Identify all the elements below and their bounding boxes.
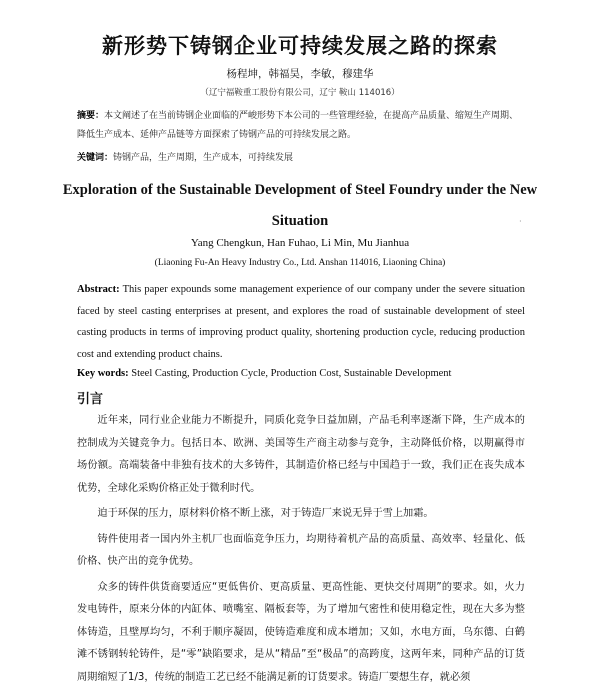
- affiliation-zh: （辽宁福鞍重工股份有限公司，辽宁 鞍山 114016）: [200, 88, 400, 98]
- keywords-zh-text: 铸钢产品，生产周期，生产成本，可持续发展: [113, 153, 294, 163]
- body-text: [77, 410, 525, 689]
- keywords-en-text: Steel Casting, Production Cycle, Production Cost, Sustainable Development: [131, 368, 452, 379]
- keywords-zh: [77, 150, 293, 163]
- stray-mark: ·: [519, 217, 522, 226]
- abstract-zh-text: 本文阐述了在当前铸钢企业面临的严峻形势下本公司的一些管理经验，在提高产品质量、缩短生产周期、降低生产成本、延伸产品链等方面探索了铸钢产品的可持续发展之路。: [77, 111, 519, 140]
- abstract-en: [77, 279, 525, 365]
- body-paragraph: 铸件使用者一国内外主机厂也面临竞争压力，均期待着机产品的高质量、高效率、轻量化、低价格、快产出的竞争优势。: [77, 533, 525, 567]
- authors-zh: 杨程坤，韩福昊，李敏，穆建华: [226, 68, 374, 80]
- affiliation-en: (Liaoning Fu-An Heavy Industry Co., Ltd. Anshan 114016, Liaoning China): [154, 258, 446, 268]
- abstract-zh: [77, 107, 527, 145]
- body-paragraph: 迫于环保的压力，原材料价格不断上涨，对于铸造厂来说无异于雪上加霜。: [97, 508, 434, 519]
- title-zh: 新形势下铸钢企业可持续发展之路的探索: [102, 34, 498, 58]
- abstract-en-label: Abstract:: [77, 284, 120, 295]
- keywords-en-label: Key words:: [77, 368, 129, 379]
- abstract-en-text: This paper expounds some management experience of our company under the severe situation faced by steel casting enterprises at present, and explores the road of sustainable development of steel casting products in terms of improving product quality, shortening production cycle, reducing production cost and extending product chains.: [77, 284, 526, 360]
- section-title-intro: 引言: [77, 392, 104, 407]
- authors-en: Yang Chengkun, Han Fuhao, Li Min, Mu Jianhua: [190, 237, 410, 249]
- title-en: Exploration of the Sustainable Development of Steel Foundry under the New Situation: [62, 182, 538, 229]
- body-paragraph: 众多的铸件供货商要适应“更低售价、更高质量、更高性能、更快交付周期”的要求。如，火力发电铸件，原来分体的内缸体、喷嘴室、隔板套等，为了增加气密性和使用稳定性，现在大多为整体铸造，且壁厚均匀，不利于顺序凝固，使铸造难度和成本增加；又如，水电方面，乌东德、白鹤滩不锈钢转轮铸件，是“零”缺陷要求，是从“精品”至“极品”的高跨度，这两年来，同种产品的订货周期缩短了1/3，传统的制造工艺已经不能满足新的订货要求。铸造厂要想生存，就必须: [77, 581, 525, 683]
- keywords-en: [77, 368, 451, 379]
- body-paragraph: 近年来，同行业企业能力不断提升，同质化竞争日益加剧，产品毛利率逐渐下降，生产成本的控制成为关键竞争力。包括日本、欧洲、美国等生产商主动参与竞争，主动降低价格，以期赢得市场份额。高端装备中非独有技术的大多铸件，其制造价格已经与中国趋于一致，我们正在丧失成本优势，全球化采购价格正处于微利时代。: [77, 415, 525, 494]
- keywords-zh-label: 关键词：: [77, 153, 114, 163]
- abstract-zh-label: 摘要：: [77, 111, 105, 121]
